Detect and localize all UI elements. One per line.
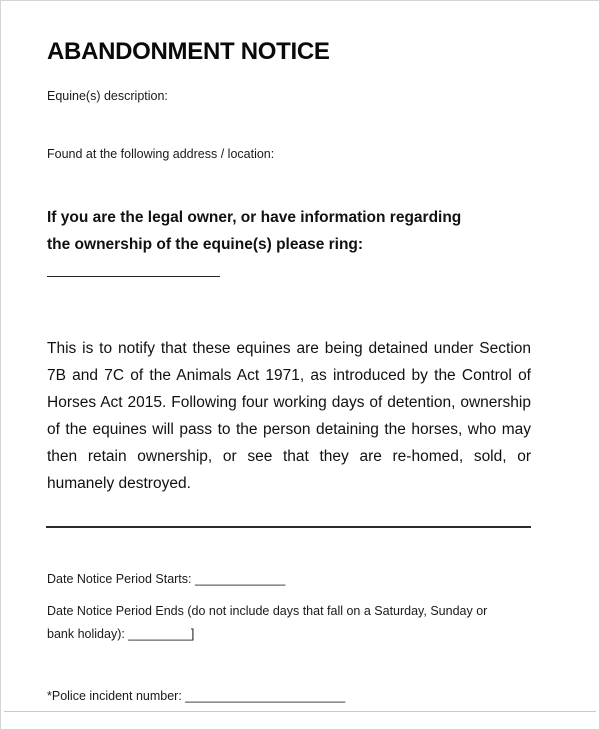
found-location-label: Found at the following address / location: xyxy=(47,147,275,161)
owner-contact-line-2: the ownership of the equine(s) please ring: xyxy=(47,236,364,253)
page-bottom-divider xyxy=(4,711,596,712)
notice-start-date-field: Date Notice Period Starts: _____________ xyxy=(47,572,286,586)
phone-number-blank xyxy=(47,276,220,277)
owner-contact-instructions xyxy=(47,204,517,258)
section-divider-rule xyxy=(46,526,531,528)
document-title: ABANDONMENT NOTICE xyxy=(47,38,330,65)
notice-end-date-field-line-1: Date Notice Period Ends (do not include days that fall on a Saturday, Sunday or xyxy=(47,604,488,618)
notice-end-date-field-line-2: bank holiday): _________] xyxy=(47,627,195,641)
owner-contact-line-1: If you are the legal owner, or have information regarding xyxy=(47,209,462,226)
notice-body-paragraph: This is to notify that these equines are being detained under Section 7B and 7C of the Animals Act 1971, as introduced by the Control of Horses Act 2015. Following four working days of detention, ownership of the equines will pass to the person detaining the horses, who may then retain ownership, or see that they are re-homed, sold, or humanely destroyed. xyxy=(47,340,531,492)
police-incident-number-field: *Police incident number: _______________________ xyxy=(47,689,346,703)
equine-description-label: Equine(s) description: xyxy=(47,89,168,103)
